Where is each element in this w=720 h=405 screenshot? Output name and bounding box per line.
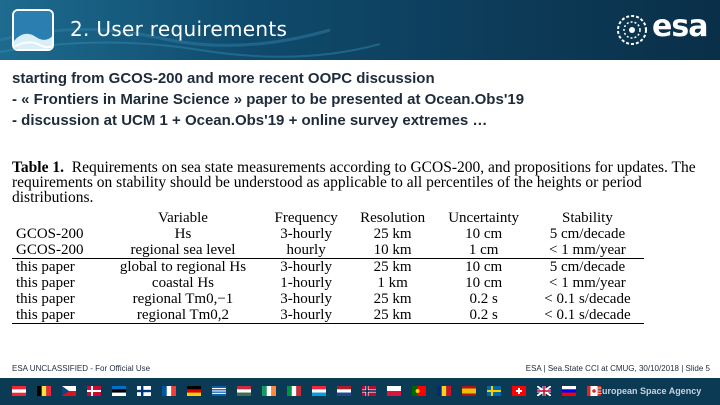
ocean-thumbnail (12, 9, 54, 51)
member-flags-bar (0, 378, 720, 405)
table-cell: 10 cm (436, 259, 530, 276)
table-cell: 25 km (373, 226, 412, 242)
column-header: Variable (157, 210, 208, 226)
page-title: 2. User requirements (70, 17, 288, 41)
slide-header (0, 0, 720, 60)
column-header: Resolution (360, 210, 426, 226)
table-cell: 25 km (373, 291, 412, 307)
table-cell: GCOS-200 (16, 242, 84, 258)
table-cell: 25 km (349, 259, 437, 276)
flag-norway-icon (362, 386, 376, 396)
flag-poland-icon (387, 386, 401, 396)
slide-footer-info: ESA | Sea.State CCI at CMUG, 30/10/2018 | Slide 5 (525, 364, 710, 373)
table-cell: 3-hourly (263, 307, 348, 324)
table-cell: 3-hourly (280, 291, 332, 307)
flag-belgium-icon (37, 386, 51, 396)
flag-sweden-icon (487, 386, 501, 396)
table-row (12, 242, 644, 259)
table-cell: 3-hourly (280, 226, 332, 242)
bullet-list (12, 68, 712, 131)
flag-estonia-icon (112, 386, 126, 396)
requirements-table-figure (12, 160, 712, 324)
table-cell: 10 km (373, 242, 412, 258)
table-row (12, 226, 644, 242)
table-cell: this paper (12, 259, 103, 276)
flag-france-icon (162, 386, 176, 396)
table-cell: global to regional Hs (103, 259, 264, 276)
table-row (12, 307, 644, 324)
table-row (12, 259, 644, 276)
flag-portugal-icon (412, 386, 426, 396)
table-cell: 0.2 s (469, 291, 498, 307)
bullet-item: - discussion at UCM 1 + Ocean.Obs'19 + online survey extremes … (12, 112, 488, 129)
table-cell: regional Tm0,−1 (132, 291, 234, 307)
flag-switzerland-icon (512, 386, 526, 396)
table-cell: this paper (16, 275, 75, 291)
column-header: Frequency (274, 210, 338, 226)
table-cell: hourly (286, 242, 326, 258)
table-cell: this paper (12, 307, 103, 324)
flag-spain-icon (462, 386, 476, 396)
bullet-item: - « Frontiers in Marine Science » paper to be presented at Ocean.Obs'19 (12, 91, 525, 108)
flag-slovenia-icon (562, 386, 576, 396)
table-cell: 5 cm/decade (531, 259, 644, 276)
flag-ireland-icon (262, 386, 276, 396)
table-cell: < 0.1 s/decade (544, 291, 631, 307)
column-header: Uncertainty (448, 210, 520, 226)
table-cell: 0.2 s (436, 307, 530, 324)
table-caption (12, 160, 712, 205)
table-cell: 25 km (349, 307, 437, 324)
flag-denmark-icon (87, 386, 101, 396)
flag-czech-icon (62, 386, 76, 396)
column-header: Stability (562, 210, 613, 226)
table-cell: GCOS-200 (16, 226, 84, 242)
bullet-item: starting from GCOS-200 and more recent OOPC discussion (12, 70, 435, 87)
flag-uk-icon (537, 386, 551, 396)
column-header (12, 210, 103, 226)
flag-luxembourg-icon (312, 386, 326, 396)
table-cell: 10 cm (465, 275, 503, 291)
classification-label: ESA UNCLASSIFIED - For Official Use (12, 364, 151, 373)
table-cell: < 0.1 s/decade (531, 307, 644, 324)
requirements-table (12, 210, 644, 324)
table-cell: Hs (174, 226, 192, 242)
table-cell: 10 cm (465, 226, 503, 242)
flag-finland-icon (137, 386, 151, 396)
table-cell: regional sea level (130, 242, 236, 258)
table-cell: 1 km (377, 275, 408, 291)
flag-row (12, 386, 612, 396)
flag-greece-icon (212, 386, 226, 396)
table-cell: < 1 mm/year (549, 275, 626, 291)
table-header-row (12, 210, 644, 226)
table-cell: coastal Hs (151, 275, 214, 291)
table-row (12, 291, 644, 307)
table-cell: 1 cm (468, 242, 499, 258)
flag-netherlands-icon (337, 386, 351, 396)
agency-name: European Space Agency (596, 386, 702, 396)
table-cell: 1-hourly (280, 275, 332, 291)
flag-austria-icon (12, 386, 26, 396)
flag-hungary-icon (237, 386, 251, 396)
table-caption-label: Table 1. (12, 159, 64, 176)
table-caption-text: Requirements on sea state measurements according to GCOS-200, and propositions for updates. The requirements on stability should be understood as applicable to all percentiles of the heights or period distributions. (12, 159, 696, 206)
flag-germany-icon (187, 386, 201, 396)
esa-logo-text: esa (652, 9, 708, 44)
table-cell: 3-hourly (263, 259, 348, 276)
flag-italy-icon (287, 386, 301, 396)
table-cell: this paper (16, 291, 75, 307)
table-cell: 5 cm/decade (549, 226, 626, 242)
table-cell: regional Tm0,2 (103, 307, 264, 324)
table-cell: < 1 mm/year (549, 242, 626, 258)
flag-romania-icon (437, 386, 451, 396)
table-row (12, 275, 644, 291)
